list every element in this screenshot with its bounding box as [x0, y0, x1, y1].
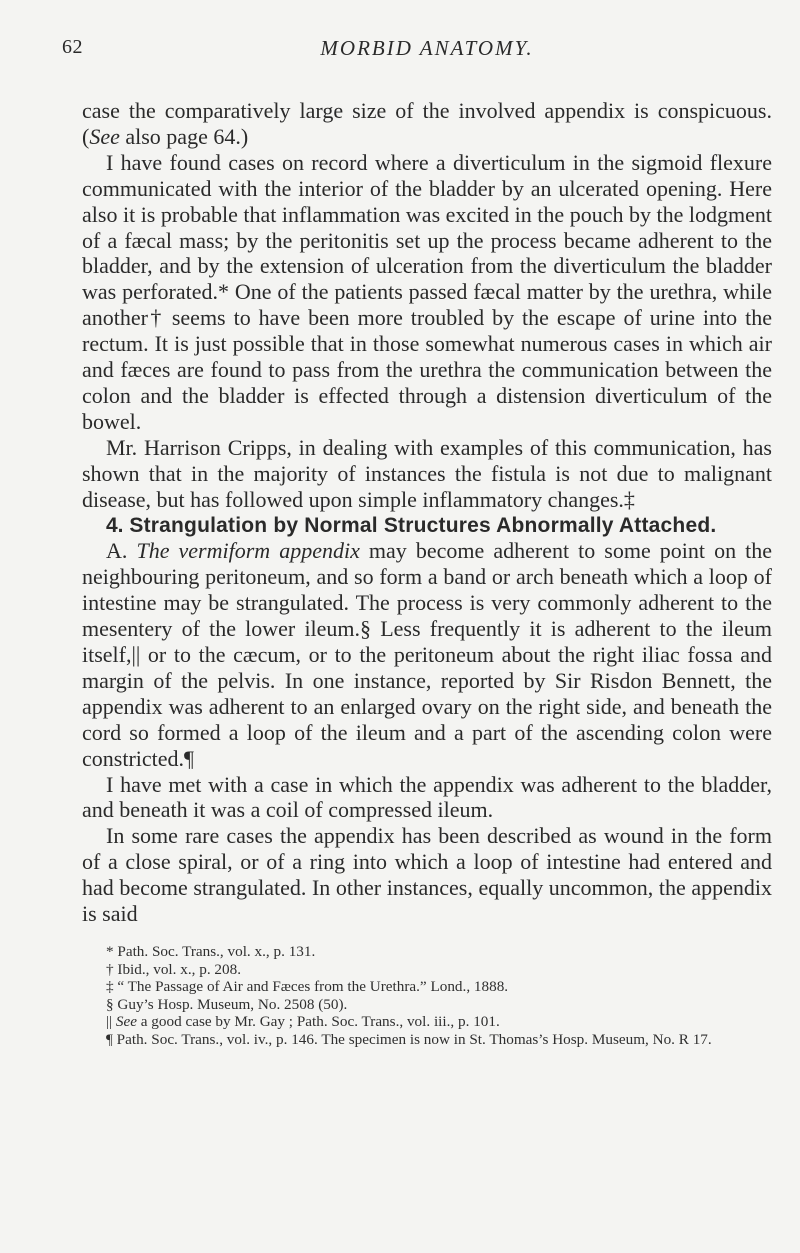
- paragraph: [82, 150, 772, 435]
- section-number: 4.: [106, 513, 124, 537]
- main-text: [82, 98, 772, 927]
- paragraph: [82, 823, 772, 927]
- section-title: Strangulation by Normal Structures Abnormally Attached.: [129, 513, 717, 537]
- footnote-text: * Path. Soc. Trans., vol. x., p. 131.: [106, 943, 316, 960]
- footnote: [82, 1031, 772, 1049]
- text-segment: may become adherent to some point on the neighbouring peritoneum, and so form a band or arch beneath which a loop of intestine may be strangulated. The process is very commonly adherent to the mesentery of the lower ileum.§ Less frequently it is adherent to the ileum itself,|| or to the cæcum, or to the peritoneum about the right iliac fossa and margin of the pelvis. In one instance, reported by Sir Risdon Bennett, the appendix was adherent to an enlarged ovary on the right side, and beneath the cord so formed a loop of the ileum and a part of the ascending colon were constricted.¶: [82, 538, 773, 771]
- paragraph: [82, 98, 772, 150]
- text-segment: A.: [106, 538, 137, 564]
- footnote-text: § Guy’s Hosp. Museum, No. 2508 (50).: [106, 995, 348, 1013]
- footnote-text: a good case by Mr. Gay ; Path. Soc. Trans., vol. iii., p. 101.: [136, 1013, 500, 1031]
- footnote-italic-text: See: [115, 1013, 137, 1031]
- text-segment: In some rare cases the appendix has been described as wound in the form of a close spiral, or of a ring into which a loop of intestine had entered and had become strangulated. In other instances, equally uncommon, the appendix is said: [82, 823, 772, 927]
- text-segment: I have found cases on record where a diverticulum in the sigmoid flexure communicated with the interior of the bladder by an ulcerated opening. Here also it is probable that inflammation was excited in the pouch by the lodgment of a fæcal mass; by the peritonitis set up the process became adherent to the bladder, and by the extension of ulceration from the diverticulum the bladder was perforated.* One of the patients passed fæcal matter by the urethra, while another† seems to have been more troubled by the escape of urine into the rectum. It is just possible that in those somewhat numerous cases in which air and fæces are found to pass from the urethra the communication between the colon and the bladder is effected through a distension diverticulum of the bowel.: [82, 149, 772, 434]
- italic-text: See: [89, 123, 120, 149]
- book-page: [62, 36, 773, 1049]
- page-number: 62: [62, 36, 83, 58]
- footnote: [82, 1013, 772, 1031]
- text-segment: Mr. Harrison Cripps, in dealing with examples of this communication, has shown that in the majority of instances the fistula is not due to malignant disease, but has followed upon simple inflammatory changes.‡: [82, 434, 772, 512]
- italic-text: The vermiform appendix: [136, 538, 360, 564]
- footnotes: [82, 943, 772, 1049]
- footnote-text: ||: [106, 1013, 116, 1031]
- footnote-text: † Ibid., vol. x., p. 208.: [106, 960, 241, 978]
- footnote: [82, 996, 772, 1014]
- footnote: [82, 978, 772, 996]
- text-segment: I have met with a case in which the appendix was adherent to the bladder, and beneath it was a coil of compressed ileum.: [82, 771, 772, 823]
- footnote: [82, 961, 772, 979]
- section-heading: [82, 513, 772, 539]
- footnote-text: ¶ Path. Soc. Trans., vol. iv., p. 146. The specimen is now in St. Thomas’s Hosp. Museum, No. R 17.: [106, 1030, 712, 1048]
- paragraph-group-before-section: [82, 98, 772, 513]
- footnote: [82, 943, 772, 961]
- text-segment: also page 64.): [119, 123, 249, 149]
- text-segment: case the comparatively large size of the involved appendix is conspicuous. (: [82, 98, 772, 149]
- running-head: MORBID ANATOMY.: [320, 36, 534, 60]
- paragraph-group-after-section: [82, 538, 772, 927]
- paragraph: [82, 435, 772, 513]
- footnote-text: ‡ “ The Passage of Air and Fæces from the Urethra.” Lond., 1888.: [106, 978, 509, 996]
- paragraph: [82, 772, 772, 824]
- paragraph: [82, 538, 772, 771]
- page-header: [62, 36, 772, 74]
